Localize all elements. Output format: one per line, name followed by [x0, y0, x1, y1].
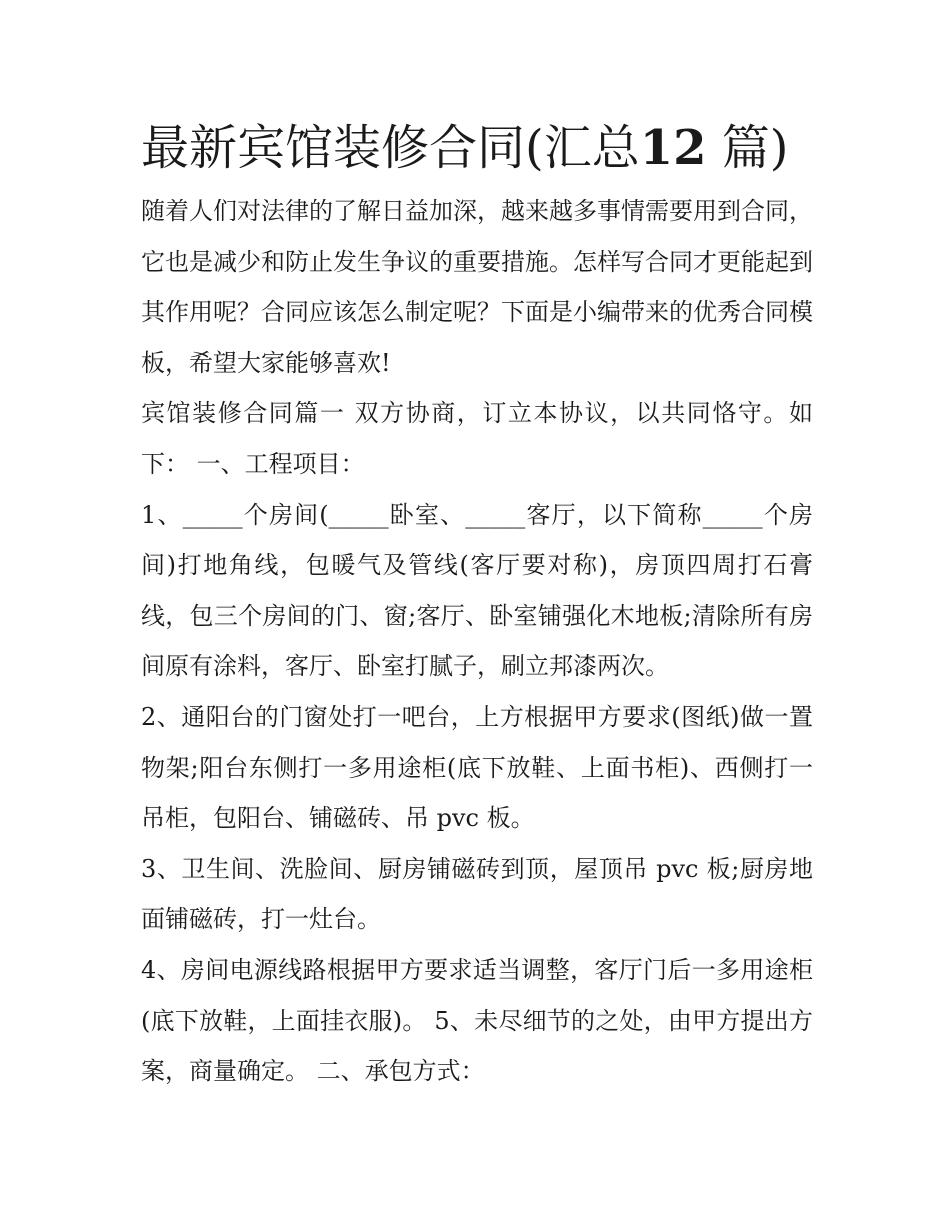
clause-2-paragraph: 2、通阳台的门窗处打一吧台，上方根据甲方要求(图纸)做一置物架;阳台东侧打一多用途柜(底下放鞋、上面书柜)、西侧打一吊柜，包阳台、铺磁砖、吊 pvc 板。 [141, 702, 813, 833]
title-prefix: 最新宾馆装修合同(汇总 [141, 120, 640, 176]
contract-opening-paragraph: 宾馆装修合同篇一 双方协商，订立本协议，以共同恪守。如下： 一、工程项目： [141, 399, 813, 478]
document-title [141, 118, 813, 178]
clause-4-paragraph: 4、房间电源线路根据甲方要求适当调整，客厅门后一多用途柜(底下放鞋，上面挂衣服)。 5、未尽细节的之处，由甲方提出方案，商量确定。 二、承包方式： [141, 955, 813, 1086]
title-number: 12 [639, 120, 707, 176]
title-suffix: 篇) [721, 120, 789, 176]
document-page [141, 118, 813, 1097]
intro-paragraph: 随着人们对法律的了解日益加深，越来越多事情需要用到合同，它也是减少和防止发生争议的重要措施。怎样写合同才更能起到其作用呢？合同应该怎么制定呢？下面是小编带来的优秀合同模板，希望大家能够喜欢! [141, 197, 813, 377]
clause-3-paragraph: 3、卫生间、洗脸间、厨房铺磁砖到顶，屋顶吊 pvc 板;厨房地面铺磁砖，打一灶台。 [141, 854, 813, 934]
clause-1-paragraph: 1、_____个房间(_____卧室、_____客厅，以下简称_____个房间)打地角线，包暖气及管线(客厅要对称)，房顶四周打石膏线，包三个房间的门、窗;客厅、卧室铺强化木地板;清除所有房间原有涂料，客厅、卧室打腻子，刷立邦漆两次。 [141, 500, 813, 681]
